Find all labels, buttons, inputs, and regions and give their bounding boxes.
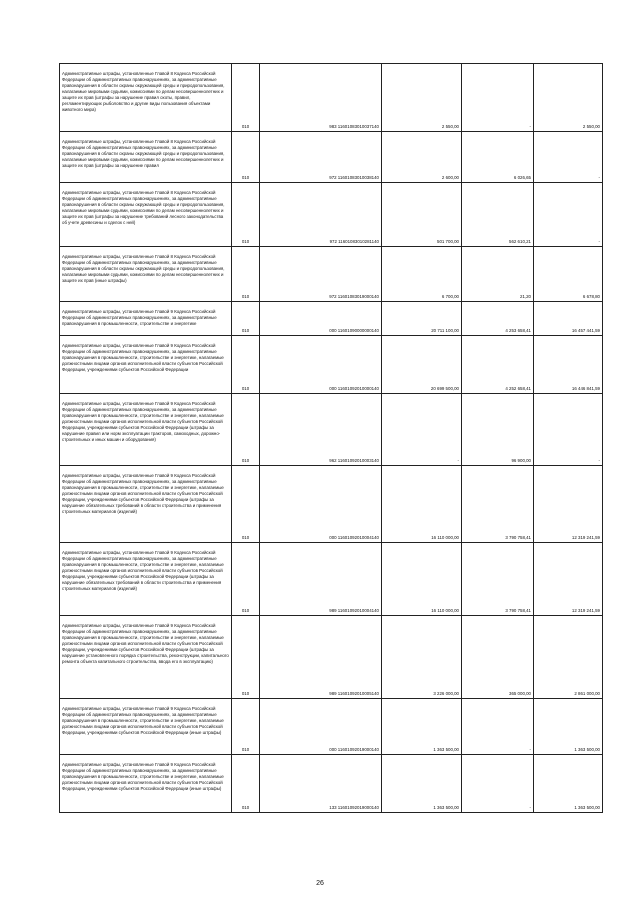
row-unexecuted: 1 363 500,00 <box>534 755 603 813</box>
row-unexecuted: - <box>534 183 603 247</box>
row-kbk: 133 11601092019000140 <box>260 755 382 813</box>
row-code: 010 <box>232 543 260 616</box>
row-kbk: 983 11601083010037140 <box>260 64 382 132</box>
row-executed: - <box>462 755 534 813</box>
row-executed: 365 000,00 <box>462 616 534 699</box>
table-row <box>60 336 603 394</box>
row-approved: 16 110 000,00 <box>382 543 462 616</box>
row-name: Административные штрафы, установленные Главой 9 Кодекса Российской Федерации об административных правонарушениях, за административные правонарушения в промышленности, строительстве и энергетике, налагаемые должностными лицами органов исполнительной власти субъектов Российской Федерации, учреждениями субъектов Российской Федерации (штрафы за нарушение установленного порядка строительства, реконструкции, капитального ремонта объекта капитального строительства, ввода его в эксплуатацию) <box>60 616 232 699</box>
row-executed: 562 610,21 <box>462 183 534 247</box>
table-row <box>60 132 603 183</box>
row-code: 010 <box>232 302 260 336</box>
row-code: 010 <box>232 183 260 247</box>
row-approved: 20 711 100,00 <box>382 302 462 336</box>
table-row <box>60 699 603 755</box>
row-kbk: 972 11601083010038140 <box>260 132 382 183</box>
row-name: Административные штрафы, установленные Главой 9 Кодекса Российской Федерации об административных правонарушениях, за административные правонарушения в промышленности, строительстве и энергетике <box>60 302 232 336</box>
row-kbk: 989 11601092010005140 <box>260 616 382 699</box>
row-name: Административные штрафы, установленные Главой 9 Кодекса Российской Федерации об административных правонарушениях, за административные правонарушения в промышленности, строительстве и энергетике, налагаемые должностными лицами органов исполнительной власти субъектов Российской Федерации, учреждениями субъектов Российской Федерации (иные штрафы) <box>60 699 232 755</box>
row-name: Административные штрафы, установленные Главой 8 Кодекса Российской Федерации об административных правонарушениях, за административные правонарушения в области охраны окружающей среды и природопользования, налагаемые мировыми судьями, комиссиями по делам несовершеннолетних и защите их прав (штрафы за нарушение правил <box>60 132 232 183</box>
row-unexecuted: 16 457 441,59 <box>534 302 603 336</box>
row-approved: 16 110 000,00 <box>382 466 462 543</box>
row-unexecuted: 16 446 841,59 <box>534 336 603 394</box>
row-executed: 4 253 658,41 <box>462 302 534 336</box>
row-executed: 4 252 658,41 <box>462 336 534 394</box>
row-unexecuted: - <box>534 132 603 183</box>
row-code: 010 <box>232 64 260 132</box>
table-row <box>60 616 603 699</box>
table-row <box>60 466 603 543</box>
row-name: Административные штрафы, установленные Главой 8 Кодекса Российской Федерации об административных правонарушениях, за административные правонарушения в области охраны окружающей среды и природопользования, налагаемые мировыми судьями, комиссиями по делам несовершеннолетних и защите их прав (иные штрафы) <box>60 247 232 302</box>
row-code: 010 <box>232 466 260 543</box>
row-approved: 2 550,00 <box>382 64 462 132</box>
row-name: Административные штрафы, установленные Главой 9 Кодекса Российской Федерации об административных правонарушениях, за административные правонарушения в промышленности, строительстве и энергетике, налагаемые должностными лицами органов исполнительной власти субъектов Российской Федерации, учреждениями субъектов Российской Федерации (штрафы за нарушение правил или норм эксплуатации тракторов, самоходных, дорожно-строительных и иных машин и оборудования) <box>60 394 232 466</box>
row-unexecuted: 6 678,80 <box>534 247 603 302</box>
row-kbk: 972 11601083010281140 <box>260 183 382 247</box>
row-kbk: 972 11601083019000140 <box>260 247 382 302</box>
table-row <box>60 394 603 466</box>
row-approved: 2 600,00 <box>382 132 462 183</box>
table-row <box>60 183 603 247</box>
row-code: 010 <box>232 336 260 394</box>
row-code: 010 <box>232 755 260 813</box>
row-executed: 21,20 <box>462 247 534 302</box>
row-approved: 6 700,00 <box>382 247 462 302</box>
table-row <box>60 247 603 302</box>
row-approved: - <box>382 394 462 466</box>
row-code: 010 <box>232 616 260 699</box>
table-row <box>60 543 603 616</box>
row-approved: 3 226 000,00 <box>382 616 462 699</box>
row-name: Административные штрафы, установленные Главой 8 Кодекса Российской Федерации об административных правонарушениях, за административные правонарушения в области охраны окружающей среды и природопользования, налагаемые мировыми судьями, комиссиями по делам несовершеннолетних и защите их прав (штрафы за нарушение требований лесного законодательства об учете древесины и сделок с ней) <box>60 183 232 247</box>
row-approved: 1 363 500,00 <box>382 699 462 755</box>
row-name: Административные штрафы, установленные Главой 9 Кодекса Российской Федерации об административных правонарушениях, за административные правонарушения в промышленности, строительстве и энергетике, налагаемые должностными лицами органов исполнительной власти субъектов Российской Федерации, учреждениями субъектов Российской Федерации <box>60 336 232 394</box>
row-executed: 3 790 758,41 <box>462 543 534 616</box>
row-executed: 96 900,00 <box>462 394 534 466</box>
row-unexecuted: 12 319 241,59 <box>534 466 603 543</box>
row-unexecuted: 2 861 000,00 <box>534 616 603 699</box>
row-kbk: 989 11601092010004140 <box>260 543 382 616</box>
table-row <box>60 755 603 813</box>
row-code: 010 <box>232 132 260 183</box>
row-executed: - <box>462 64 534 132</box>
row-name: Административные штрафы, установленные Главой 8 Кодекса Российской Федерации об административных правонарушениях, за административные правонарушения в области охраны окружающей среды и природопользования, налагаемые мировыми судьями, комиссиями по делам несовершеннолетних и защите их прав (штрафы за нарушение правил охоты, правил, регламентирующих рыболовство и другие виды пользования объектами животного мира) <box>60 64 232 132</box>
row-kbk: 000 11601092010000140 <box>260 336 382 394</box>
row-unexecuted: 1 363 500,00 <box>534 699 603 755</box>
row-approved: 1 363 500,00 <box>382 755 462 813</box>
row-unexecuted: 12 319 241,59 <box>534 543 603 616</box>
row-kbk: 000 11601092019000140 <box>260 699 382 755</box>
row-name: Административные штрафы, установленные Главой 9 Кодекса Российской Федерации об административных правонарушениях, за административные правонарушения в промышленности, строительстве и энергетике, налагаемые должностными лицами органов исполнительной власти субъектов Российской Федерации, учреждениями субъектов Российской Федерации (иные штрафы) <box>60 755 232 813</box>
row-kbk: 000 11601090000000140 <box>260 302 382 336</box>
row-code: 010 <box>232 699 260 755</box>
row-kbk: 962 11601092010003140 <box>260 394 382 466</box>
row-name: Административные штрафы, установленные Главой 9 Кодекса Российской Федерации об административных правонарушениях, за административные правонарушения в промышленности, строительстве и энергетике, налагаемые должностными лицами органов исполнительной власти субъектов Российской Федерации, учреждениями субъектов Российской Федерации (штрафы за нарушение обязательных требований в области строительства и применения строительных материалов (изделий) <box>60 543 232 616</box>
row-approved: 501 700,00 <box>382 183 462 247</box>
row-unexecuted: - <box>534 394 603 466</box>
row-kbk: 000 11601092010004140 <box>260 466 382 543</box>
row-executed: 3 790 758,41 <box>462 466 534 543</box>
row-name: Административные штрафы, установленные Главой 9 Кодекса Российской Федерации об административных правонарушениях, за административные правонарушения в промышленности, строительстве и энергетике, налагаемые должностными лицами органов исполнительной власти субъектов Российской Федерации, учреждениями субъектов Российской Федерации (штрафы за нарушение обязательных требований в области строительства и применения строительных материалов (изделий) <box>60 466 232 543</box>
table-row <box>60 64 603 132</box>
row-code: 010 <box>232 247 260 302</box>
budget-table <box>59 63 603 813</box>
row-unexecuted: 2 550,00 <box>534 64 603 132</box>
page-number: 26 <box>316 880 324 887</box>
row-executed: - <box>462 699 534 755</box>
row-approved: 20 699 500,00 <box>382 336 462 394</box>
table-row <box>60 302 603 336</box>
row-code: 010 <box>232 394 260 466</box>
row-executed: 6 026,65 <box>462 132 534 183</box>
